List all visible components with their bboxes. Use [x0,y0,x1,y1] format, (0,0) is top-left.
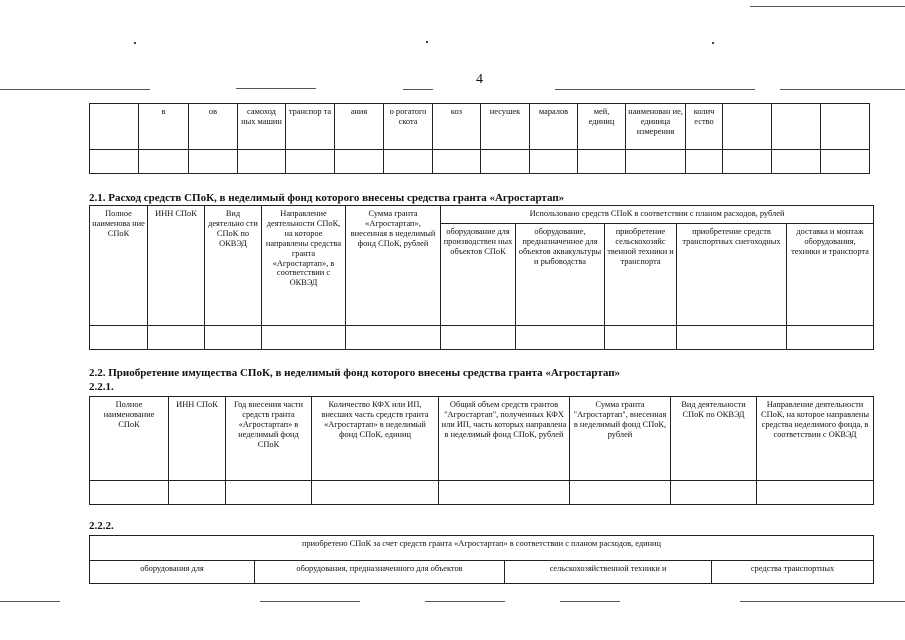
table-cell: ов [189,104,238,150]
table-cell [90,104,139,150]
scan-mark [134,42,136,44]
empty-cell [90,150,139,174]
subheader-cell: оборудование, предназначенное для объектов аквакультуры и рыбоводства [516,224,605,326]
empty-cell [238,150,286,174]
subheader-cell: доставка и монтаж оборудования, техники и транспорта [787,224,874,326]
scan-rule [555,89,755,90]
table-cell: маралов [530,104,578,150]
empty-cell [90,326,148,350]
table-2-2-2 [89,535,874,584]
empty-cell [205,326,262,350]
header-caption: приобретено СПоК за счет средств гранта «Агростартап» в соответствии с планом расходов, единиц [90,536,874,561]
header-cell: ИНН СПоК [169,397,226,481]
scan-rule [780,89,905,90]
subheader-cell: приобретение сельскохозяйс твенной техники и транспорта [605,224,677,326]
empty-cell [226,481,312,505]
header-cell: Год внесения части средств гранта «Агростартап» в неделимый фонд СПоК [226,397,312,481]
header-cell: Общий объем средств грантов "Агростартап", полученных КФХ или ИП, часть которых направлена в неделимый фонд СПоК, рублей [439,397,570,481]
empty-cell [787,326,874,350]
empty-cell [686,150,723,174]
empty-cell [605,326,677,350]
table-cell: коз [433,104,481,150]
empty-cell [312,481,439,505]
header-cell: Сумма гранта "Агростартап", внесенная в неделимый фонд СПоК, рублей [570,397,671,481]
header-direction: Направление деятельности СПоК, на которое направлены средства гранта «Агростартап», в соответствии с ОКВЭД [262,206,346,326]
scan-rule [260,601,360,602]
table-cell: наименован ие, единица измерения [626,104,686,150]
table-row [90,150,870,174]
header-cell: оборудования для [90,561,255,584]
empty-cell [441,326,516,350]
empty-cell [578,150,626,174]
empty-cell [169,481,226,505]
section-2-2-1-title: 2.2.1. [89,381,114,393]
scan-rule [403,89,433,90]
subheader-cell: оборудование для производствен ных объектов СПоК [441,224,516,326]
table-cell: несушек [481,104,530,150]
empty-cell [439,481,570,505]
table-cell: колич ество [686,104,723,150]
empty-cell [148,326,205,350]
table-row [90,104,870,150]
empty-cell [433,150,481,174]
empty-cell [671,481,757,505]
table-cell: самоход ных машин [238,104,286,150]
scan-rule [0,89,150,90]
section-2-1-title: 2.1. Расход средств СПоК, в неделимый фонд которого внесены средства гранта «Агростартап» [89,192,565,204]
table-header-row [90,397,874,481]
empty-cell [821,150,870,174]
header-grant-sum: Сумма гранта «Агростартап», внесенная в неделимый фонд СПоК, рублей [346,206,441,326]
header-activity: Вид деятельно сти СПоК по ОКВЭД [205,206,262,326]
empty-cell [286,150,335,174]
scan-mark [426,41,428,43]
empty-cell [481,150,530,174]
empty-cell [346,326,441,350]
section-2-2-2-title: 2.2.2. [89,520,114,532]
empty-cell [516,326,605,350]
table-cell: мей, единиц [578,104,626,150]
empty-cell [530,150,578,174]
empty-cell [262,326,346,350]
header-cell: Полное наименование СПоК [90,397,169,481]
table-row [90,326,874,350]
header-name: Полное наименова ние СПоК [90,206,148,326]
scan-rule [425,601,505,602]
table-row [90,481,874,505]
subheader-cell: приобретение средств транспортных снегоходных [677,224,787,326]
table-cell [723,104,772,150]
empty-cell [189,150,238,174]
empty-cell [757,481,874,505]
header-used: Использовано средств СПоК в соответствии с планом расходов, рублей [441,206,874,224]
table-cell [821,104,870,150]
scan-rule [0,601,60,602]
header-cell: Количество КФХ или ИП, внесших часть средств гранта «Агростартап» в неделимый фонд СПоК, единиц [312,397,439,481]
scan-rule [236,88,316,89]
empty-cell [723,150,772,174]
header-cell: Вид деятельности СПоК по ОКВЭД [671,397,757,481]
scan-rule [560,601,620,602]
scan-mark [712,42,714,44]
table-2-2-1 [89,396,874,505]
empty-cell [677,326,787,350]
header-cell: средства транспортных [712,561,874,584]
empty-cell [570,481,671,505]
table-header-row [90,561,874,584]
table-cell: ания [335,104,384,150]
page-number: 4 [476,72,483,87]
empty-cell [772,150,821,174]
table-cell [772,104,821,150]
table-cell: транспор та [286,104,335,150]
section-2-2-title: 2.2. Приобретение имущества СПоК, в неделимый фонд которого внесены средства гранта «Агростартап» [89,367,621,379]
header-cell: Направление деятельности СПоК, на которое направлены средства неделимого фонда, в соответствии с ОКВЭД [757,397,874,481]
table-header-row [90,206,874,224]
table-cell: в [139,104,189,150]
header-inn: ИНН СПоК [148,206,205,326]
scan-rule [740,601,905,602]
empty-cell [626,150,686,174]
scan-rule [750,6,905,7]
empty-cell [139,150,189,174]
table-top-continuation [89,103,870,174]
table-2-1 [89,205,874,350]
empty-cell [90,481,169,505]
header-cell: сельскохозяйственной техники и [505,561,712,584]
header-cell: оборудования, предназначенного для объектов [255,561,505,584]
empty-cell [384,150,433,174]
empty-cell [335,150,384,174]
table-header-row [90,536,874,561]
table-cell: о рогатого скота [384,104,433,150]
